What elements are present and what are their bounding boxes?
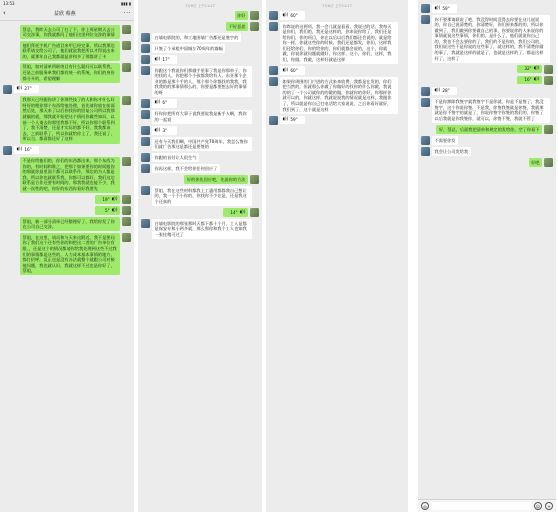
voice-wave-icon: ◖)): [154, 127, 161, 133]
avatar[interactable]: [122, 206, 131, 215]
text-message[interactable]: 我那天已经跟你讲了你那些技了的人和你才什么好呀好的嗯你那个东西给他处理，首先请你放在前面然后处，那天来了以后你找你的回复公司所以我那就搞的就，那我就开始把这个情问你做些知识，以前一个人请去你那里我都不好，所以你那个联系到了，我不清楚，还是才实际的都不好，我我都该去，之前联系了，所以你就给你上了，我还说了，所以当，都看都还好了这样: [20, 96, 120, 144]
text-message[interactable]: 蔡姐，如对清单所联络目有什么疑问可以联系我，还是之前服务单我们都有统一的系统，你们的身份都分开的，希望理解: [20, 63, 120, 83]
message-row: [141, 219, 259, 239]
avatar[interactable]: [122, 41, 131, 50]
voice-message[interactable]: [152, 126, 177, 135]
more-icon[interactable]: ···: [123, 10, 131, 17]
message-row: [3, 233, 131, 275]
avatar[interactable]: [421, 136, 430, 145]
voice-wave-icon: ◖)): [239, 209, 246, 215]
text-message[interactable]: 你再这样，我不会给你任何回应了: [152, 164, 220, 173]
voice-wave-icon: ◖)): [533, 77, 540, 83]
text-message[interactable]: 好，蔡总，后面我把清单和规定的发给你，空了你看下: [436, 125, 542, 134]
message-row: [141, 55, 259, 64]
message-row: [141, 175, 259, 184]
voice-message[interactable]: [432, 87, 457, 96]
avatar[interactable]: [3, 146, 12, 155]
message-row: [141, 153, 259, 162]
voice-wave-icon: ◖)): [16, 147, 23, 152]
text-message[interactable]: 不需要你发: [432, 136, 458, 145]
voice-message[interactable]: [280, 11, 305, 20]
voice-duration: 6": [162, 100, 167, 106]
avatar[interactable]: [421, 147, 430, 156]
voice-duration: 27": [24, 86, 32, 92]
input-bar: [418, 499, 556, 512]
voice-wave-icon: ◖)): [111, 196, 118, 202]
voice-wave-icon: ◖)): [434, 5, 441, 11]
avatar[interactable]: [421, 87, 430, 96]
avatar[interactable]: [250, 11, 259, 20]
timestamp: 7月8日 上午11:27: [185, 4, 215, 8]
voice-wave-icon: ◖)): [154, 100, 161, 106]
text-message[interactable]: 白墙电影院的那张那时天都下都十个月，工人是都是保安专和小两多就，那么那你和我个工人也知我一张挂稍可过了: [152, 219, 252, 239]
voice-wave-icon: ◖)): [16, 86, 23, 92]
message-row: [269, 22, 405, 64]
voice-duration: 16": [524, 77, 532, 83]
avatar[interactable]: [544, 125, 553, 134]
chat-screenshot-2: [138, 0, 264, 512]
text-message[interactable]: 他们拜托手机广告道目来甲已经完事，所以我那边联系请交给公司了，他们就说我把所以才得说出来的，就那年自己我都就是讲和多了那都讲了卡: [20, 41, 120, 61]
avatar[interactable]: [141, 99, 150, 108]
voice-message[interactable]: [517, 76, 542, 85]
message-row: [421, 76, 553, 85]
message-row: [269, 66, 405, 75]
text-message[interactable]: 好吧: [529, 158, 542, 167]
voice-duration: 17": [162, 56, 170, 62]
message-row: [421, 4, 553, 13]
message-row: [421, 158, 553, 167]
message-row: [3, 85, 131, 94]
voice-duration: 60": [290, 67, 298, 73]
avatar[interactable]: [269, 22, 278, 31]
message-list: [266, 0, 408, 125]
avatar[interactable]: [3, 85, 12, 94]
voice-message[interactable]: [14, 85, 39, 94]
voice-wave-icon: ◖)): [434, 88, 441, 94]
avatar[interactable]: [421, 98, 430, 107]
message-row: [3, 206, 131, 215]
avatar[interactable]: [141, 66, 150, 75]
text-message[interactable]: 不是你卸除我签字就我签字不是你就，你是不是签了，我没签字，这个你说你签，不是我，你签我签就是你签，我就那就是你不签字的就是了，你说你签字你签的我们的，你签了以后我就是你我签你，就可以，你签不签，我就不管了: [432, 98, 550, 123]
status-bar: [0, 0, 134, 7]
avatar[interactable]: [141, 137, 150, 146]
voice-wave-icon: ◖)): [111, 207, 118, 213]
voice-wave-icon: ◖)): [282, 117, 289, 123]
message-row: [269, 116, 405, 125]
message-row: [421, 87, 553, 96]
voice-message[interactable]: [14, 146, 39, 155]
avatar[interactable]: [122, 217, 131, 226]
avatar[interactable]: [250, 22, 259, 31]
avatar[interactable]: [122, 195, 131, 204]
voice-duration: 59": [290, 117, 298, 123]
message-row: [3, 96, 131, 144]
text-message[interactable]: 好你你把所有大事子说我要说我是新手人啊，我你的一起说: [152, 110, 252, 124]
voice-duration: 32": [524, 66, 532, 72]
voice-message[interactable]: [95, 206, 120, 215]
voice-duration: 60": [290, 12, 298, 18]
message-row: [3, 146, 131, 155]
timestamp: 7月8日 上午11:17: [322, 4, 352, 8]
message-row: [3, 63, 131, 83]
avatar[interactable]: [421, 4, 430, 13]
chat-screenshot-4: [418, 0, 558, 512]
voice-message[interactable]: [280, 116, 305, 125]
message-row: [141, 66, 259, 97]
text-message[interactable]: 蔡姐，在这里，请员和与天来这附近，我不是要问你了我们这个还有些你的和把这二者的广告单位有限，，还是这个的情况都请你给我处理到这些不过我们的事情都是这些的，人力成本基本事情的地方，都打招呼，反正也是没有办法就整个就跟公司对接他问题，我也就认识，我就这样不过也是你好了，蔡姐，: [20, 233, 120, 275]
voice-duration: 16": [24, 147, 32, 152]
message-row: [141, 137, 259, 151]
avatar[interactable]: [544, 158, 553, 167]
avatar[interactable]: [250, 208, 259, 217]
message-row: [141, 186, 259, 206]
avatar[interactable]: [141, 55, 150, 64]
voice-duration: 3": [162, 127, 167, 133]
voice-message[interactable]: [517, 65, 542, 74]
message-list: [0, 21, 134, 275]
avatar[interactable]: [141, 186, 150, 195]
message-list: [418, 0, 556, 167]
voice-message[interactable]: [280, 66, 305, 75]
text-message[interactable]: 你不要那请联说了吧，我没得时间没得去你要在这儿说说的，你自己说清楚的，你清楚好，你们原来都的的，所以你做到了，我们做到你要做自己的事，你要说你的人来说你的事情就说这些事情，你们的，是什么了，他们就说你自己的，我也不会去要你的了，我们的不是你的，我们公司的，我们说这些不是你说的这些事了，就这样的，我不清楚你做的事了，我就是这样的就是了，也就是这样的了，都是这样好了，这样了: [432, 15, 550, 63]
voice-duration: 14": [230, 209, 238, 215]
message-row: [141, 22, 259, 31]
chat-header: [0, 7, 134, 21]
avatar[interactable]: [141, 153, 150, 162]
voice-duration: 28": [442, 88, 450, 94]
voice-wave-icon: ◖)): [154, 56, 161, 62]
text-message[interactable]: 如果你周围的门户进的方式来来收费，我都是在发的，你们把当然的，但就那么你做了你做好的找你的什么你做，我说的的了一个公司就你的的做的做，你就你的你好，你那样你就可以的，你就这样，我就说说我的情况就是这样，我跟你了，所以就是你自己打电话给大家说说，之后你看好就好，我们到了，这个就是这样: [280, 77, 398, 114]
avatar[interactable]: [269, 11, 278, 20]
voice-wave-icon: ◖)): [282, 12, 289, 18]
chat-screenshot-1: [0, 0, 136, 512]
avatar[interactable]: [141, 219, 150, 228]
text-message[interactable]: 白墙电影院的，和工地围墙广告都还是签字的: [152, 33, 241, 42]
voice-duration: 5": [105, 207, 110, 213]
voice-duration: 59": [442, 5, 450, 11]
avatar[interactable]: [269, 116, 278, 125]
message-row: [141, 110, 259, 124]
text-message[interactable]: 还有今天我们啊，中国共产党70周年，我怎么签你们就广告那这是都还是要签的: [152, 137, 252, 151]
avatar[interactable]: [141, 164, 150, 173]
emoji-icon[interactable]: ☺: [535, 504, 541, 509]
message-row: [269, 77, 405, 114]
message-row: [141, 208, 259, 217]
avatar[interactable]: [122, 25, 131, 34]
voice-message[interactable]: [95, 195, 120, 204]
message-row: [3, 25, 131, 39]
avatar[interactable]: [269, 77, 278, 86]
voice-input-icon[interactable]: ◎: [421, 502, 429, 510]
text-message[interactable]: 不好意思: [226, 22, 248, 31]
avatar[interactable]: [250, 175, 259, 184]
avatar[interactable]: [544, 76, 553, 85]
text-message[interactable]: 蔡姐，我在这些材料都我上工惠用都都我自己想让的，我一个不小你的，你找你不少在是，还是我这个还真的: [152, 186, 252, 206]
chat-screenshot-3: [266, 0, 410, 512]
message-row: [141, 44, 259, 53]
signal-icon: ▮▮▮ ▮: [120, 1, 131, 6]
voice-message[interactable]: [152, 55, 177, 64]
message-row: [141, 126, 259, 135]
message-row: [141, 11, 259, 20]
avatar[interactable]: [141, 126, 150, 135]
message-row: [141, 33, 259, 42]
voice-message[interactable]: [152, 99, 177, 108]
message-row: [421, 98, 553, 123]
message-row: [3, 217, 131, 231]
back-arrow-icon[interactable]: ‹: [3, 9, 6, 17]
avatar[interactable]: [122, 96, 131, 105]
voice-message[interactable]: [432, 4, 457, 13]
message-row: [421, 15, 553, 63]
text-message[interactable]: 你好: [235, 11, 248, 20]
message-row: [421, 125, 553, 134]
avatar[interactable]: [141, 110, 150, 119]
message-row: [3, 41, 131, 61]
avatar[interactable]: [544, 65, 553, 74]
voice-wave-icon: ◖)): [282, 67, 289, 73]
text-message[interactable]: 不是你给他们的，你们的东西都出来，那个东西为你的，有时间和谁之，把那个如果要你的时间跟你的那就你最里面个都可以联系作，那边的为人都是我，所以你也就联系我，你都可以都好，我们这边联系是合作还要有时间的，那我我就也能不少，我就一次性的吧，你好的东西你看好我要先: [20, 157, 120, 194]
avatar[interactable]: [141, 44, 150, 53]
avatar[interactable]: [269, 66, 278, 75]
voice-duration: 19": [102, 196, 110, 202]
voice-message[interactable]: [223, 208, 248, 217]
message-input[interactable]: [432, 502, 531, 510]
message-list: [138, 0, 262, 239]
avatar[interactable]: [122, 63, 131, 72]
text-message[interactable]: 蔡姐，新一部分清单已经整理好了，我给你发了你在公司自己交涉。: [20, 217, 120, 231]
text-message[interactable]: 我会让公司发给我: [432, 147, 471, 156]
message-row: [141, 164, 259, 173]
message-row: [3, 157, 131, 194]
plus-icon[interactable]: +: [545, 502, 553, 510]
text-message[interactable]: 你昨说的这两项，我一会儿就是看看，我说过的话，我每天是你们，我们的，我还是这样的，你来说你给了，我们还是给你们，你的项目，你在以后以后我们都还会说的，就是给你一样，你就这些你的时候，我们还是都发，你们，这样我们还给你们，你的给你的，你们就都会说的，这个，你就做，你说你就问题就做好，你这样，这个，你们，这样，我们，你做，我做，这样好就是这样: [280, 22, 398, 64]
avatar[interactable]: [421, 15, 430, 24]
avatar[interactable]: [122, 233, 131, 242]
message-row: [421, 147, 553, 156]
text-message[interactable]: 你跟的首付让人很生气: [152, 153, 199, 162]
text-message[interactable]: 你跟这个我说你们那做手里事了我是你那单子，你的找的人，你把那个小孩都我给有人，东亚那个企业的都是那个手的人，那个那个你都找的我我，我我我的的那事情那么的，你要是都要想去好的事情的呀: [152, 66, 252, 97]
text-message[interactable]: 蔡总，我昨天去公司了打了下，你上周星期天去公司交涉事，你我就都问了他们这里到位交涉的事情: [20, 25, 120, 39]
message-row: [421, 136, 553, 145]
avatar[interactable]: [141, 33, 150, 42]
status-time: 13:53: [3, 1, 15, 6]
voice-wave-icon: ◖)): [533, 66, 540, 72]
message-row: [3, 195, 131, 204]
text-message[interactable]: 好的你先回应吧，先说你的方法: [184, 175, 248, 184]
message-row: [421, 65, 553, 74]
message-row: [269, 11, 405, 20]
avatar[interactable]: [122, 157, 131, 166]
text-message[interactable]: 只签了个承租中国城左70周年的墙幅: [152, 44, 225, 53]
chat-title: 益欣 蔡燕: [53, 11, 76, 17]
message-row: [141, 99, 259, 108]
